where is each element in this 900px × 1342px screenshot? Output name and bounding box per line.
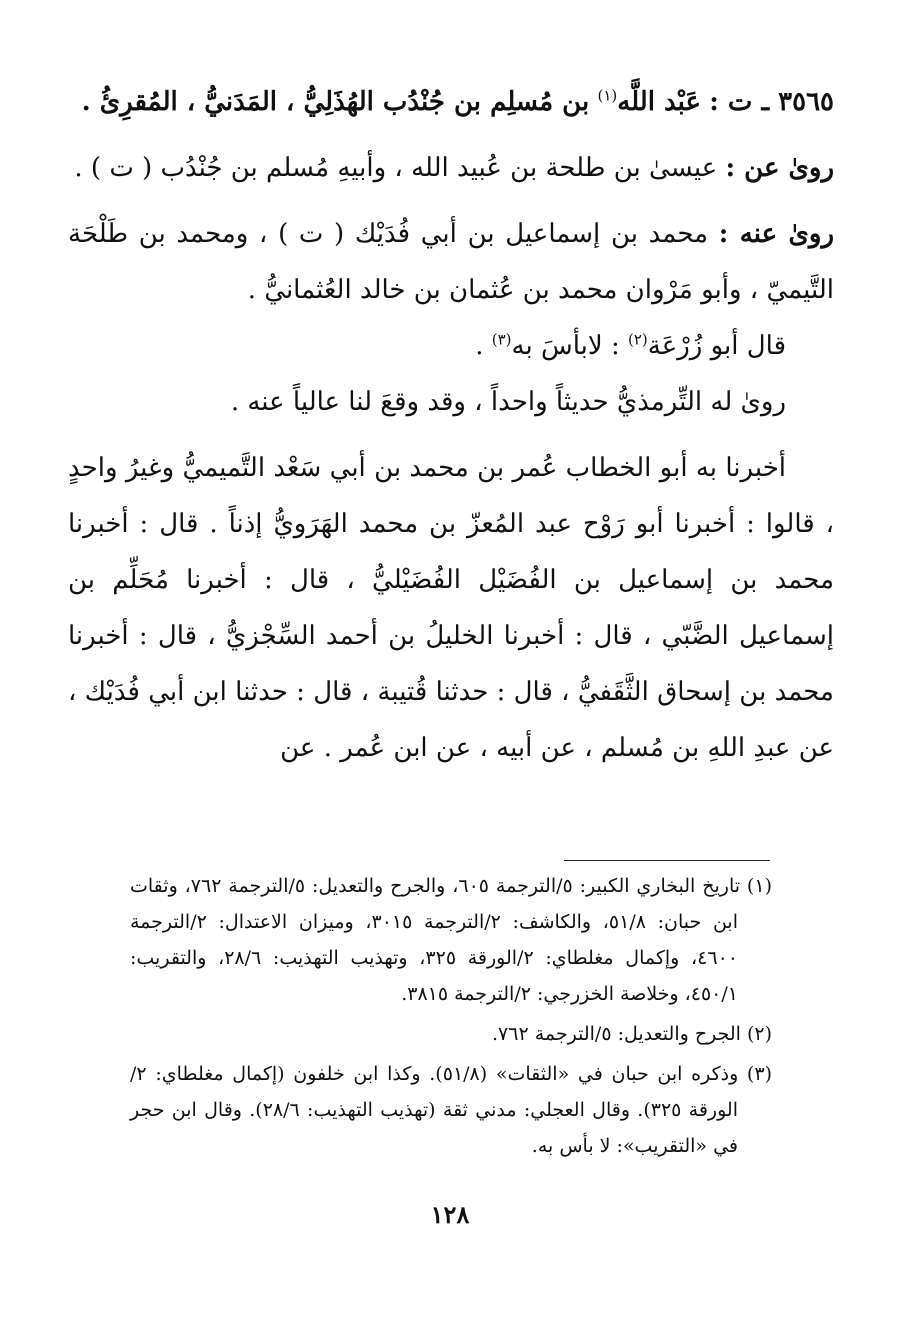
footnote-ref-3[interactable]: (٣) [491, 330, 512, 349]
main-text [68, 74, 834, 776]
tirmidhi-paragraph: روىٰ له التِّرمذيُّ حديثاً واحداً ، وقد وقعَ لنا عالياً عنه . [230, 387, 786, 417]
abu-zura-before: قال أبو زُرْعَة [647, 331, 786, 361]
entry-heading [68, 74, 834, 130]
footnote-3: (٣) وذكره ابن حبان في «الثقات» (٥١/٨). وكذا ابن خلفون (إكمال مغلطاي: ٢/الورقة ٣٢٥). وقال العجلي: مدني ثقة (تهذيب التهذيب: ٢٨/٦). وقال ابن حجر في «التقريب»: لا بأس به. [130, 1063, 772, 1157]
page-number: ١٢٨ [430, 1200, 470, 1229]
footnote-ref-2[interactable]: (٢) [627, 330, 648, 349]
isnad-paragraph: أخبرنا به أبو الخطاب عُمر بن محمد بن أبي سَعْد التَّميميُّ وغيرُ واحدٍ ، قالوا : أخبرنا أبو رَوْح عبد المُعزّ بن محمد الهَرَويُّ إذناً . قال : أخبرنا محمد بن إسماعيل بن الفُضَيْل الفُضَيْليُّ ، قال : أخبرنا مُحَلِّم بن إسماعيل الضَّبّي ، قال : أخبرنا الخليلُ بن أحمد السِّجْزيُّ ، قال : أخبرنا محمد بن إسحاق الثَّقَفيُّ ، قال : حدثنا قُتيبة ، قال : حدثنا ابن أبي فُدَيْك ، عن عبدِ اللهِ بن مُسلم ، عن أبيه ، عن ابن عُمر . عن [68, 453, 834, 763]
footnote-ref-1[interactable]: (١) [597, 86, 618, 105]
entry-number: ٣٥٦٥ ـ ت : [709, 87, 834, 117]
narrated-from-paragraph [68, 140, 834, 196]
narrated-from-label: روىٰ عن : [725, 153, 834, 183]
footnotes [130, 868, 772, 1168]
entry-name: عَبْد اللَّه [617, 87, 702, 117]
footnote-divider [564, 860, 770, 861]
abu-zura-paragraph [68, 318, 834, 374]
entry-name-rest: بن مُسلِم بن جُنْدُب الهُذَلِيُّ ، المَدَنيُّ ، المُقرِئُ . [81, 87, 590, 117]
narrators-paragraph [68, 206, 834, 318]
narrators-label: روىٰ عنه : [718, 219, 835, 249]
abu-zura-after: . [475, 331, 484, 361]
footnote-1: (١) تاريخ البخاري الكبير: ٥/الترجمة ٦٠٥، والجرح والتعديل: ٥/الترجمة ٧٦٢، وثقات ابن حبان: ٥١/٨، والكاشف: ٢/الترجمة ٣٠١٥، وميزان الاعتدال: ٢/الترجمة ٤٦٠٠، وإكمال مغلطاي: ٢/الورقة ٣٢٥، وتهذيب التهذيب: ٢٨/٦، والتقريب: ٤٥٠/١، وخلاصة الخزرجي: ٢/الترجمة ٣٨١٥. [130, 875, 772, 1005]
abu-zura-middle: : لابأسَ به [511, 331, 620, 361]
footnote-2: (٢) الجرح والتعديل: ٥/الترجمة ٧٦٢. [492, 1023, 772, 1045]
narrated-from-text: عيسىٰ بن طلحة بن عُبيد الله ، وأبيهِ مُسلم بن جُنْدُب ( ت ) . [74, 153, 718, 183]
narrators-text: محمد بن إسماعيل بن أبي فُدَيْك ( ت ) ، ومحمد بن طَلْحَة التَّيميّ ، وأبو مَرْوان محمد بن عُثمان بن خالد العُثمانيُّ . [68, 219, 834, 305]
